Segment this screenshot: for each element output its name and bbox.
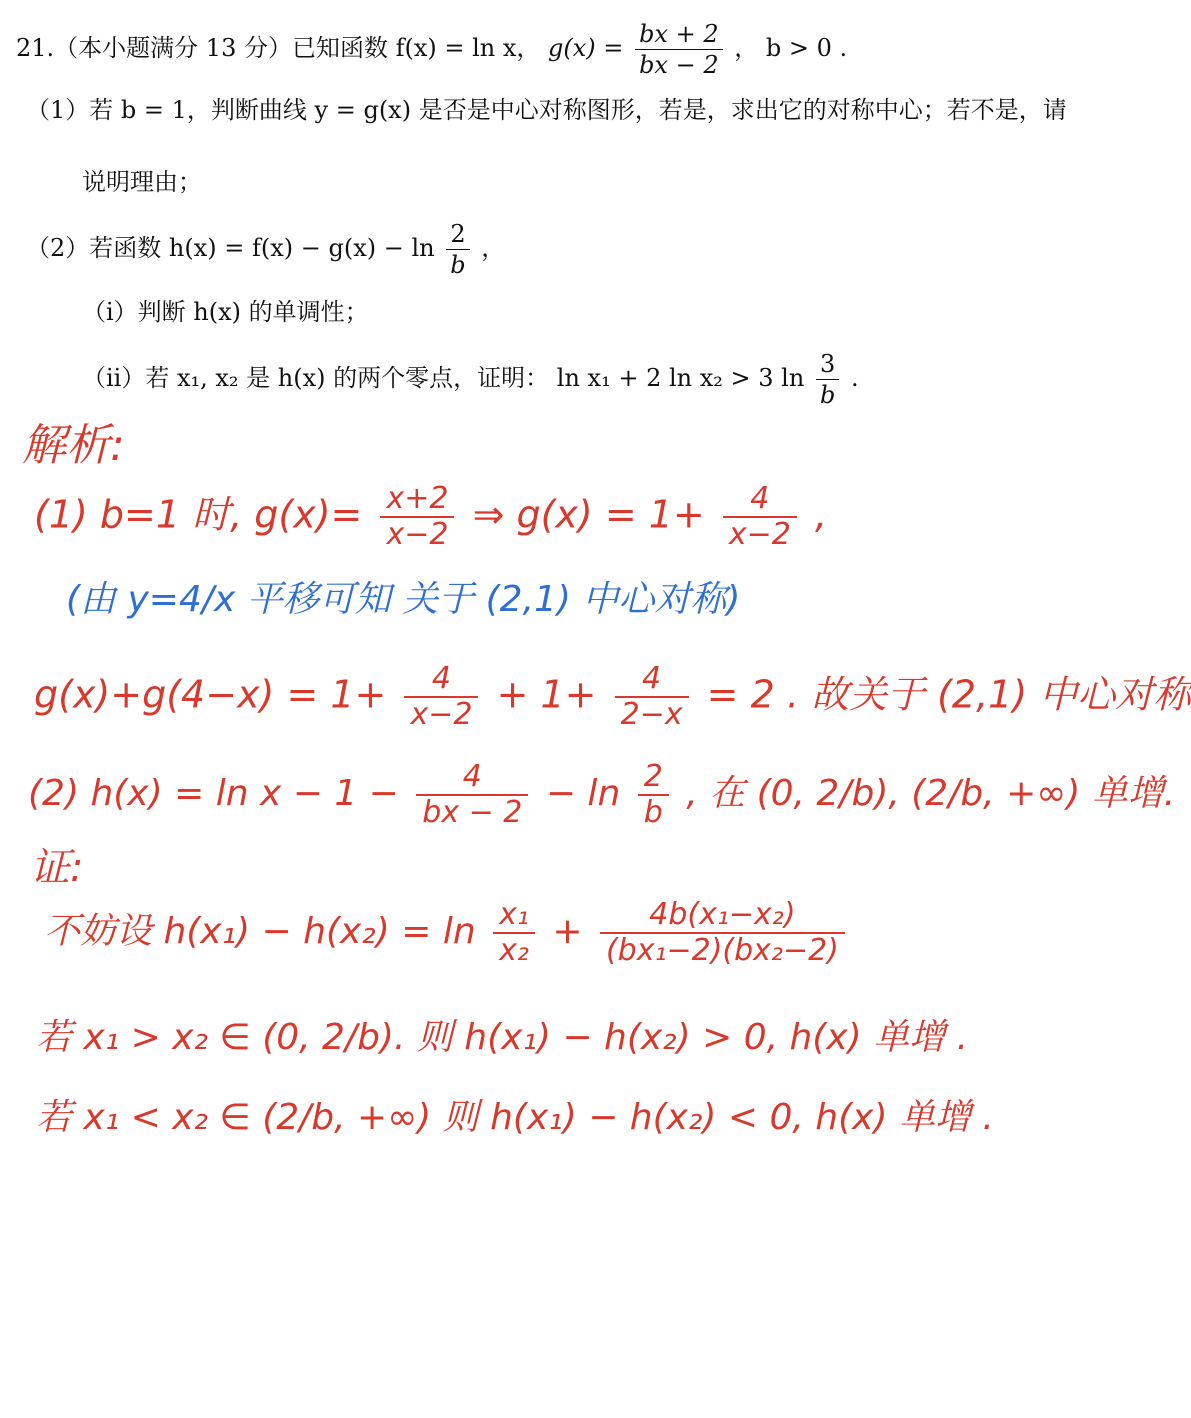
sol-l3-d2: 2−x [620, 697, 683, 732]
part2-tail: ， [481, 234, 506, 262]
solution-proof-label: 证: [30, 845, 84, 891]
sol-l3-b: + 1+ [496, 672, 597, 717]
solution-header: 解析: [22, 420, 125, 471]
problem-head-text: 21.（本小题满分 13 分）已知函数 f(x) = ln x， [16, 34, 541, 62]
part1-line1: （1）若 b = 1，判断曲线 y = g(x) 是否是中心对称图形，若是，求出它的对称中心；若不是，请 [26, 96, 1067, 124]
solution-line8: 若 x₁ < x₂ ∈ (2/b, +∞) 则 h(x₁) − h(x₂) < 0, h(x) 单增 . [36, 1097, 994, 1138]
solution-line2-note: (由 y=4/x 平移可知 关于 (2,1) 中心对称) [66, 579, 741, 620]
sol-l6-n2: 4b(x₁−x₂) [600, 900, 845, 934]
sol-l3-d: x−2 [410, 697, 473, 732]
g-numerator: bx + 2 [635, 22, 723, 50]
part2-sub2-denominator: b [819, 381, 836, 409]
problem-header [16, 22, 847, 77]
sol-l1-frac2 [723, 481, 797, 552]
sol-l3-c: = 2 . 故关于 (2,1) 中心对称 [706, 672, 1191, 717]
sol-l6-frac2 [600, 897, 845, 968]
part2-line [26, 222, 505, 277]
sol-l4-frac2 [638, 759, 669, 830]
sol-l6-d2: (bx₁−2)(bx₂−2) [605, 933, 839, 968]
part2-denominator: b [450, 251, 466, 279]
part2-lead: （2）若函数 h(x) = f(x) − g(x) − ln [26, 234, 435, 262]
sol-l6-b: + [552, 911, 583, 952]
g-denominator: bx − 2 [639, 51, 719, 79]
sol-l4-c: , 在 (0, 2/b), (2/b, +∞) 单增. [686, 773, 1176, 814]
sol-l4-a: (2) h(x) = ln x − 1 − [28, 773, 399, 814]
sol-l1-n: x+2 [380, 484, 454, 518]
solution-line4 [28, 759, 1176, 830]
sol-l1-c: , [814, 492, 828, 537]
sol-l4-frac1 [416, 759, 528, 830]
part2-fraction [446, 222, 469, 277]
sol-l3-n: 4 [404, 664, 478, 698]
sol-l1-d: x−2 [386, 517, 449, 552]
sol-l6-n: x₁ [493, 900, 535, 934]
part2-sub1: （i）判断 h(x) 的单调性； [82, 298, 369, 326]
part2-sub2-numerator: 3 [816, 352, 839, 380]
g-fraction [635, 22, 723, 77]
sol-l4-d: bx − 2 [422, 795, 523, 830]
sol-l4-b: − ln [545, 773, 621, 814]
sol-l4-d2: b [643, 795, 663, 830]
part2-sub2 [82, 352, 859, 407]
sol-l4-n2: 2 [638, 762, 669, 796]
sol-l1-b: ⇒ g(x) = 1+ [472, 492, 705, 537]
sol-l1-frac1 [380, 481, 454, 552]
solution-line3 [34, 661, 1191, 732]
part2-sub2-fraction [816, 352, 839, 407]
part2-numerator: 2 [446, 222, 469, 250]
sol-l4-n: 4 [416, 762, 528, 796]
part2-sub2-tail: . [850, 364, 859, 392]
part2-sub2-lead: （ii）若 x₁, x₂ 是 h(x) 的两个零点，证明： ln x₁ + 2 ln x₂ > 3 ln [82, 364, 805, 392]
solution-line1 [34, 481, 828, 552]
g-lhs: g(x) = [548, 34, 624, 62]
sol-l6-a: 不妨设 h(x₁) − h(x₂) = ln [44, 911, 476, 952]
sol-l1-a: (1) b=1 时, g(x)= [34, 492, 363, 537]
sol-l6-frac1 [493, 897, 535, 968]
g-condition: ， b > 0 . [734, 34, 848, 62]
part1-line2: 说明理由； [82, 168, 202, 196]
sol-l3-frac1 [404, 661, 478, 732]
solution-line7: 若 x₁ > x₂ ∈ (0, 2/b). 则 h(x₁) − h(x₂) > 0, h(x) 单增 . [36, 1017, 969, 1058]
sol-l3-a: g(x)+g(4−x) = 1+ [34, 672, 387, 717]
solution-line6 [44, 897, 851, 968]
sol-l1-n2: 4 [723, 484, 797, 518]
sol-l3-frac2 [615, 661, 689, 732]
sol-l6-d: x₂ [499, 933, 529, 968]
sol-l3-n2: 4 [615, 664, 689, 698]
sol-l1-d2: x−2 [728, 517, 791, 552]
